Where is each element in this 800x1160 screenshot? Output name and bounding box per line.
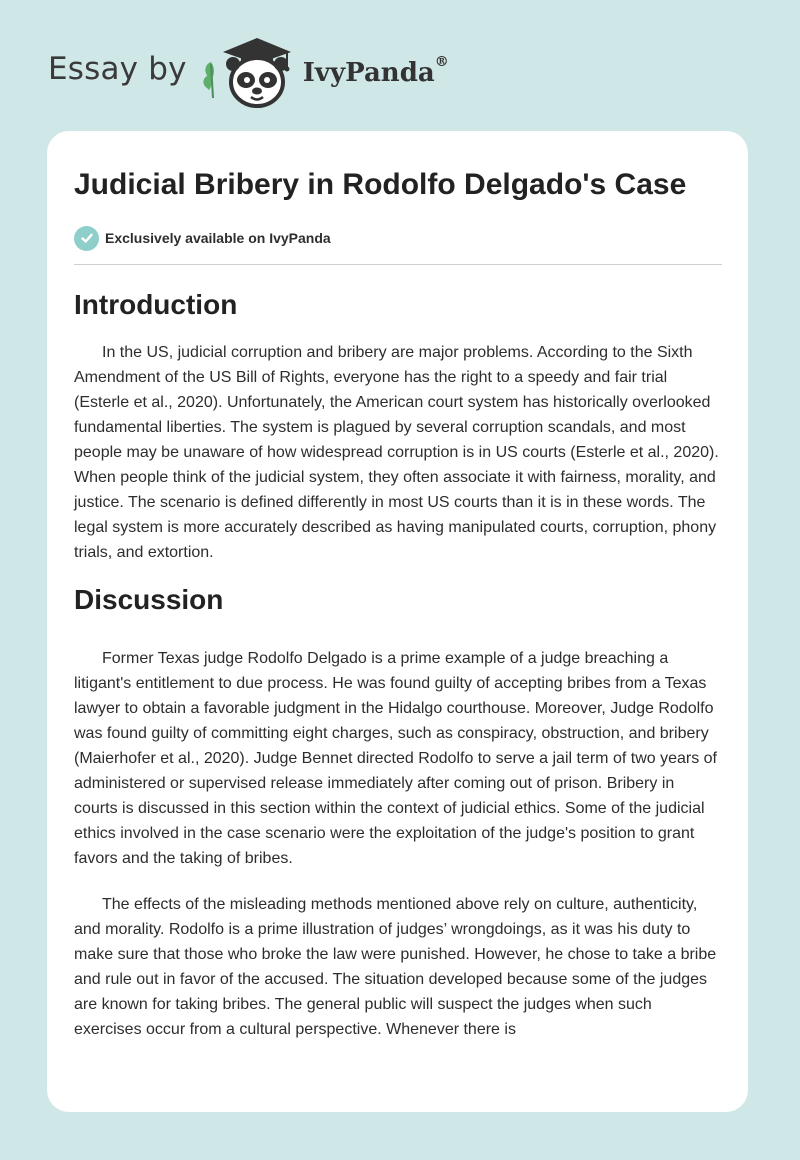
exclusive-badge-text: Exclusively available on IvyPanda	[105, 230, 331, 246]
exclusive-badge	[74, 225, 722, 251]
section-heading-introduction: Introduction	[74, 289, 238, 320]
brand-name: IvyPanda®	[302, 54, 449, 88]
discussion-paragraph-2: The effects of the misleading methods mentioned above rely on culture, authenticity, and morality. Rodolfo is a prime illustration of judges’ wrongdoings, as it was his duty to make sure that those who broke the law were punished. However, he chose to take a bribe and rule out in favor of the accused. The situation developed because some of the judges are known for taking bribes. The general public will suspect the judges when such exercises occur from a cultural perspective. Whenever there is	[74, 896, 717, 1038]
section-heading-discussion: Discussion	[74, 584, 224, 615]
essay-card	[47, 131, 748, 1112]
essay-content	[74, 165, 722, 1042]
essay-title: Judicial Bribery in Rodolfo Delgado's Case	[74, 168, 687, 201]
discussion-paragraph-1: Former Texas judge Rodolfo Delgado is a prime example of a judge breaching a litigant's entitlement to due process. He was found guilty of accepting bribes from a Texas lawyer to obtain a favorable judgment in the Hidalgo courthouse. Moreover, Judge Rodolfo was found guilty of committing eight charges, such as conspiracy, obstruction, and bribery (Maierhofer et al., 2020). Judge Bennet directed Rodolfo to serve a jail term of two years of administered or supervised release immediately after coming out of prison. Bribery in courts is discussed in this section within the context of judicial ethics. Some of the judicial ethics involved in the case scenario were the exploitation of the judge's position to grant favors and the taking of bribes.	[74, 650, 717, 867]
panda-graduate-logo-icon	[201, 34, 297, 110]
brand-logo-link[interactable]	[48, 34, 449, 110]
registered-mark: ®	[434, 54, 449, 70]
site-header	[0, 0, 800, 130]
essay-by-label: Essay by	[48, 51, 187, 87]
title-divider	[74, 264, 722, 265]
check-circle-icon	[74, 226, 99, 251]
introduction-paragraph: In the US, judicial corruption and bribery are major problems. According to the Sixth Amendment of the US Bill of Rights, everyone has the right to a speedy and fair trial (Esterle et al., 2020). Unfortunately, the American court system has historically overlooked fundamental liberties. The system is plagued by several corruption scandals, and most people may be unaware of how widespread corruption is in US courts (Esterle et al., 2020). When people think of the judicial system, they often associate it with fairness, morality, and justice. The scenario is defined differently in most US courts than it is in these words. The legal system is more accurately described as having manipulated courts, corruption, phony trials, and extortion.	[74, 344, 719, 561]
